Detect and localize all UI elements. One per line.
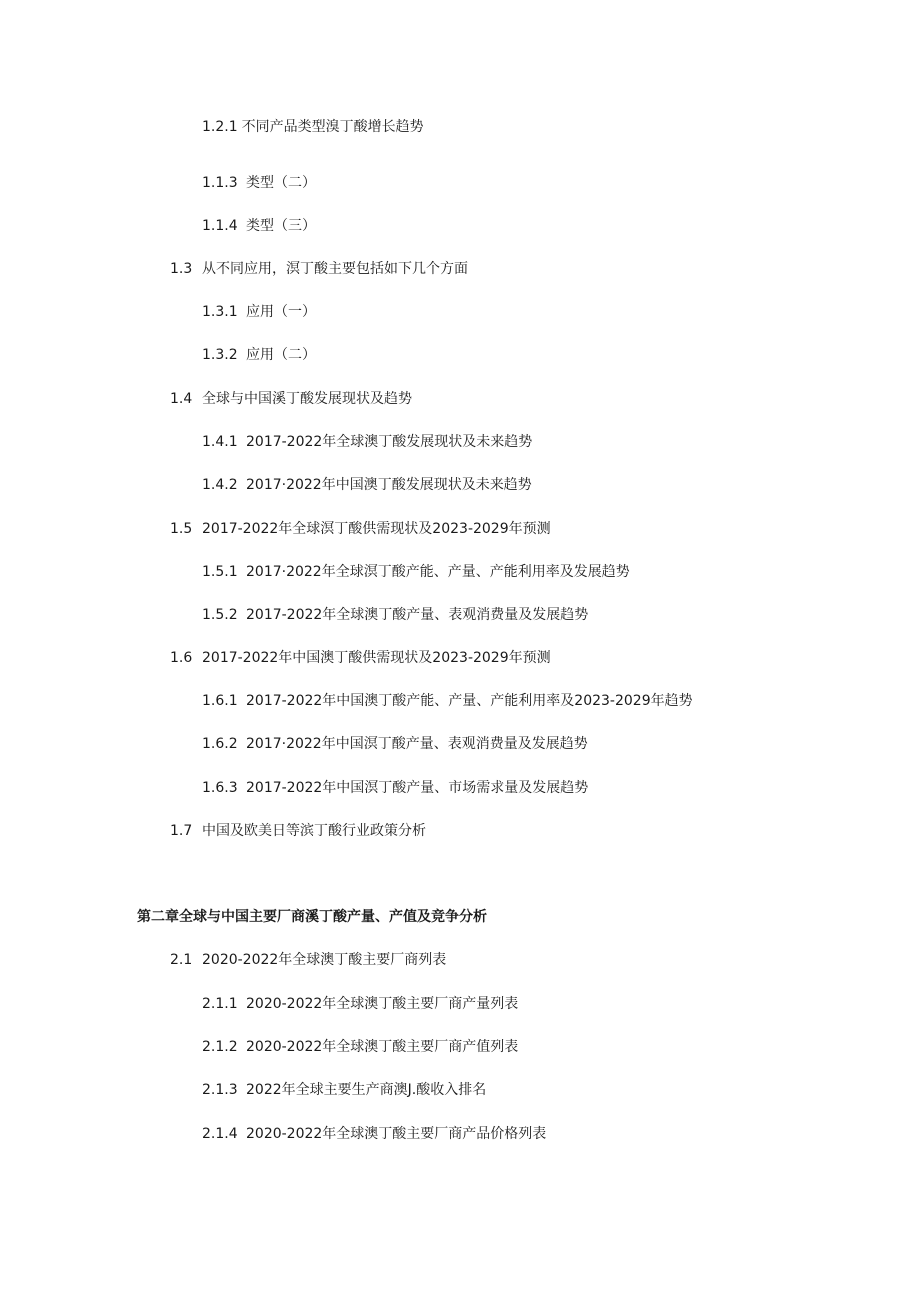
toc-entry-title: 2022年全球主要生产商澳J.酸收入排名 (246, 1082, 487, 1098)
toc-entry[interactable] (202, 346, 316, 364)
toc-entry-number: 1.6.3 (202, 780, 238, 796)
toc-entry-number: 1.5.1 (202, 564, 238, 580)
toc-entry-number: 1.6.2 (202, 736, 238, 752)
toc-entry[interactable] (202, 735, 588, 753)
toc-entry[interactable] (202, 779, 588, 797)
toc-entry-number: 1.5.2 (202, 607, 238, 623)
toc-entry-number: 1.2.1 (202, 119, 238, 135)
toc-entry[interactable] (202, 606, 588, 624)
toc-entry-number: 2.1.3 (202, 1082, 238, 1098)
toc-section[interactable] (170, 520, 551, 538)
toc-entry-number: 1.1.3 (202, 175, 238, 191)
toc-entry-title: 2017-2022年全球溟丁酸供需现状及2023-2029年预测 (202, 521, 551, 537)
chapter-title: 第二章全球与中国主要厂商溪丁酸产量、产值及竞争分析 (137, 909, 487, 925)
toc-section[interactable] (170, 951, 446, 969)
toc-section[interactable] (170, 260, 468, 278)
toc-entry[interactable] (202, 995, 518, 1013)
toc-entry-title: 全球与中国溪丁酸发展现状及趋势 (202, 391, 412, 407)
toc-entry[interactable] (202, 1081, 486, 1099)
toc-entry-title: 2020-2022年全球澳丁酸主要厂商产品价格列表 (246, 1126, 547, 1142)
toc-entry-title: 2020-2022年全球澳丁酸主要厂商列表 (202, 952, 447, 968)
chapter-heading[interactable] (137, 908, 487, 926)
toc-entry[interactable] (202, 118, 424, 136)
toc-entry-number: 1.5 (170, 521, 193, 537)
toc-entry-number: 1.4 (170, 391, 193, 407)
toc-entry-number: 1.6.1 (202, 693, 238, 709)
toc-entry-number: 1.3.2 (202, 347, 238, 363)
toc-entry-title: 2017-2022年全球澳丁酸发展现状及未来趋势 (246, 434, 533, 450)
toc-entry-title: 2017-2022年中国澳丁酸产能、产量、产能利用率及2023-2029年趋势 (246, 693, 693, 709)
toc-entry[interactable] (202, 563, 630, 581)
toc-entry-title: 应用（二） (246, 347, 316, 363)
toc-entry-title: 2017·2022年中国澳丁酸发展现状及未来趋势 (246, 477, 532, 493)
toc-entry[interactable] (202, 174, 316, 192)
toc-entry-title: 从不同应用，溟丁酸主要包括如下几个方面 (202, 261, 468, 277)
toc-entry-number: 2.1.2 (202, 1039, 238, 1055)
toc-entry-title: 类型（二） (246, 175, 316, 191)
toc-entry[interactable] (202, 303, 316, 321)
toc-entry[interactable] (202, 1038, 518, 1056)
toc-section[interactable] (170, 390, 412, 408)
toc-entry-number: 1.6 (170, 650, 193, 666)
toc-entry-title: 应用（一） (246, 304, 316, 320)
toc-section[interactable] (170, 649, 551, 667)
toc-entry[interactable] (202, 476, 532, 494)
toc-entry-title: 不同产品类型溴丁酸增长趋势 (241, 119, 424, 135)
toc-entry-title: 类型（三） (246, 218, 316, 234)
toc-entry-title: 中国及欧美日等滨丁酸行业政策分析 (202, 823, 426, 839)
toc-entry-number: 1.1.4 (202, 218, 238, 234)
toc-entry-number: 1.4.1 (202, 434, 238, 450)
toc-entry-title: 2020-2022年全球澳丁酸主要厂商产值列表 (246, 1039, 519, 1055)
toc-entry-title: 2017-2022年中国澳丁酸供需现状及2023-2029年预测 (202, 650, 551, 666)
toc-entry-title: 2017·2022年全球溟丁酸产能、产量、产能利用率及发展趋势 (246, 564, 630, 580)
toc-entry[interactable] (202, 433, 532, 451)
toc-entry-number: 1.7 (170, 823, 193, 839)
toc-entry-number: 1.3 (170, 261, 193, 277)
toc-entry[interactable] (202, 217, 316, 235)
toc-entry-number: 2.1.1 (202, 996, 238, 1012)
toc-entry[interactable] (202, 692, 693, 710)
toc-entry-title: 2017·2022年中国溟丁酸产量、表观消费量及发展趋势 (246, 736, 588, 752)
toc-entry-number: 1.4.2 (202, 477, 238, 493)
toc-entry-title: 2017-2022年全球澳丁酸产量、表观消费量及发展趋势 (246, 607, 589, 623)
toc-entry[interactable] (202, 1125, 546, 1143)
toc-entry-number: 1.3.1 (202, 304, 238, 320)
toc-entry-title: 2020-2022年全球澳丁酸主要厂商产量列表 (246, 996, 519, 1012)
toc-entry-title: 2017-2022年中国溟丁酸产量、市场需求量及发展趋势 (246, 780, 589, 796)
toc-entry-number: 2.1.4 (202, 1126, 238, 1142)
toc-section[interactable] (170, 822, 426, 840)
toc-entry-number: 2.1 (170, 952, 193, 968)
